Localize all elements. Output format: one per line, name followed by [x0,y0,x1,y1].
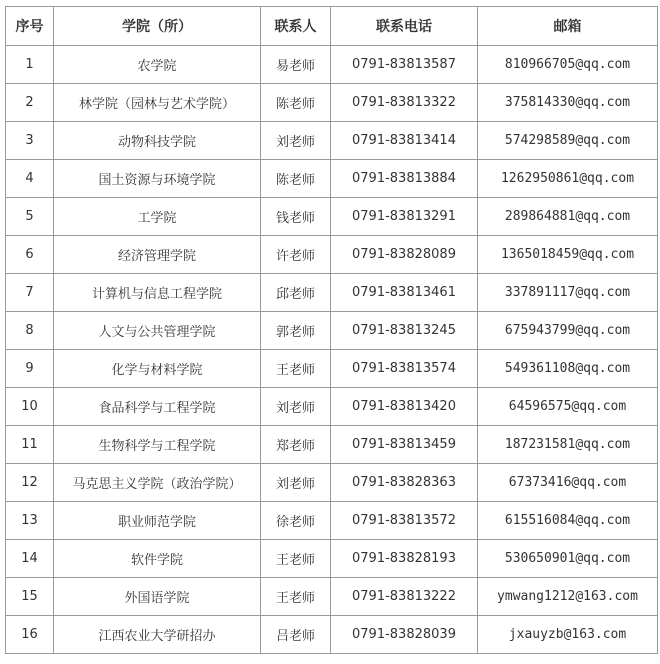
cell-phone: 0791-83813461 [331,274,478,312]
cell-contact: 陈老师 [261,84,331,122]
cell-college: 人文与公共管理学院 [54,312,261,350]
table-body [6,46,658,654]
cell-email: 337891117@qq.com [478,274,658,312]
header-contact: 联系人 [261,7,331,46]
cell-index: 14 [6,540,54,578]
cell-index: 6 [6,236,54,274]
cell-college: 农学院 [54,46,261,84]
cell-phone: 0791-83813414 [331,122,478,160]
cell-college: 职业师范学院 [54,502,261,540]
cell-college: 生物科学与工程学院 [54,426,261,464]
cell-college: 工学院 [54,198,261,236]
cell-index: 2 [6,84,54,122]
cell-college: 国土资源与环境学院 [54,160,261,198]
cell-index: 5 [6,198,54,236]
cell-contact: 郑老师 [261,426,331,464]
table-row [6,122,658,160]
cell-contact: 邱老师 [261,274,331,312]
cell-college: 食品科学与工程学院 [54,388,261,426]
cell-phone: 0791-83813322 [331,84,478,122]
cell-college: 林学院（园林与艺术学院） [54,84,261,122]
cell-phone: 0791-83813245 [331,312,478,350]
table-header [6,7,658,46]
table-row [6,274,658,312]
cell-phone: 0791-83813884 [331,160,478,198]
cell-email: 187231581@qq.com [478,426,658,464]
table-row [6,198,658,236]
table-row [6,616,658,654]
cell-college: 经济管理学院 [54,236,261,274]
cell-contact: 徐老师 [261,502,331,540]
cell-phone: 0791-83828039 [331,616,478,654]
cell-contact: 吕老师 [261,616,331,654]
cell-contact: 王老师 [261,540,331,578]
table-row [6,46,658,84]
cell-contact: 易老师 [261,46,331,84]
cell-college: 软件学院 [54,540,261,578]
cell-college: 马克思主义学院（政治学院） [54,464,261,502]
cell-index: 10 [6,388,54,426]
cell-email: 675943799@qq.com [478,312,658,350]
cell-index: 12 [6,464,54,502]
cell-phone: 0791-83813222 [331,578,478,616]
cell-phone: 0791-83813291 [331,198,478,236]
cell-index: 9 [6,350,54,388]
cell-phone: 0791-83813459 [331,426,478,464]
contacts-table [5,6,658,654]
cell-phone: 0791-83813574 [331,350,478,388]
cell-email: 810966705@qq.com [478,46,658,84]
cell-phone: 0791-83828089 [331,236,478,274]
cell-college: 化学与材料学院 [54,350,261,388]
table-row [6,160,658,198]
cell-index: 3 [6,122,54,160]
cell-email: 375814330@qq.com [478,84,658,122]
header-phone: 联系电话 [331,7,478,46]
cell-contact: 钱老师 [261,198,331,236]
cell-index: 13 [6,502,54,540]
cell-email: 530650901@qq.com [478,540,658,578]
header-row [6,7,658,46]
cell-email: 289864881@qq.com [478,198,658,236]
cell-index: 11 [6,426,54,464]
table-row [6,426,658,464]
cell-index: 1 [6,46,54,84]
cell-email: ymwang1212@163.com [478,578,658,616]
cell-phone: 0791-83828193 [331,540,478,578]
header-index: 序号 [6,7,54,46]
cell-index: 7 [6,274,54,312]
cell-contact: 王老师 [261,350,331,388]
cell-phone: 0791-83813420 [331,388,478,426]
table-row [6,464,658,502]
cell-phone: 0791-83813572 [331,502,478,540]
cell-phone: 0791-83813587 [331,46,478,84]
cell-email: jxauyzb@163.com [478,616,658,654]
cell-email: 1262950861@qq.com [478,160,658,198]
cell-email: 67373416@qq.com [478,464,658,502]
cell-contact: 刘老师 [261,464,331,502]
cell-college: 江西农业大学研招办 [54,616,261,654]
cell-email: 615516084@qq.com [478,502,658,540]
table-row [6,540,658,578]
cell-email: 549361108@qq.com [478,350,658,388]
cell-college: 计算机与信息工程学院 [54,274,261,312]
cell-contact: 王老师 [261,578,331,616]
cell-email: 64596575@qq.com [478,388,658,426]
cell-college: 动物科技学院 [54,122,261,160]
table-row [6,84,658,122]
cell-index: 16 [6,616,54,654]
table-row [6,388,658,426]
table-row [6,312,658,350]
cell-index: 15 [6,578,54,616]
cell-college: 外国语学院 [54,578,261,616]
cell-email: 1365018459@qq.com [478,236,658,274]
cell-phone: 0791-83828363 [331,464,478,502]
header-email: 邮箱 [478,7,658,46]
table-row [6,578,658,616]
cell-contact: 陈老师 [261,160,331,198]
cell-contact: 刘老师 [261,122,331,160]
table-row [6,350,658,388]
cell-email: 574298589@qq.com [478,122,658,160]
header-college: 学院（所） [54,7,261,46]
cell-index: 4 [6,160,54,198]
cell-contact: 郭老师 [261,312,331,350]
cell-contact: 许老师 [261,236,331,274]
table-row [6,502,658,540]
cell-contact: 刘老师 [261,388,331,426]
cell-index: 8 [6,312,54,350]
table-row [6,236,658,274]
